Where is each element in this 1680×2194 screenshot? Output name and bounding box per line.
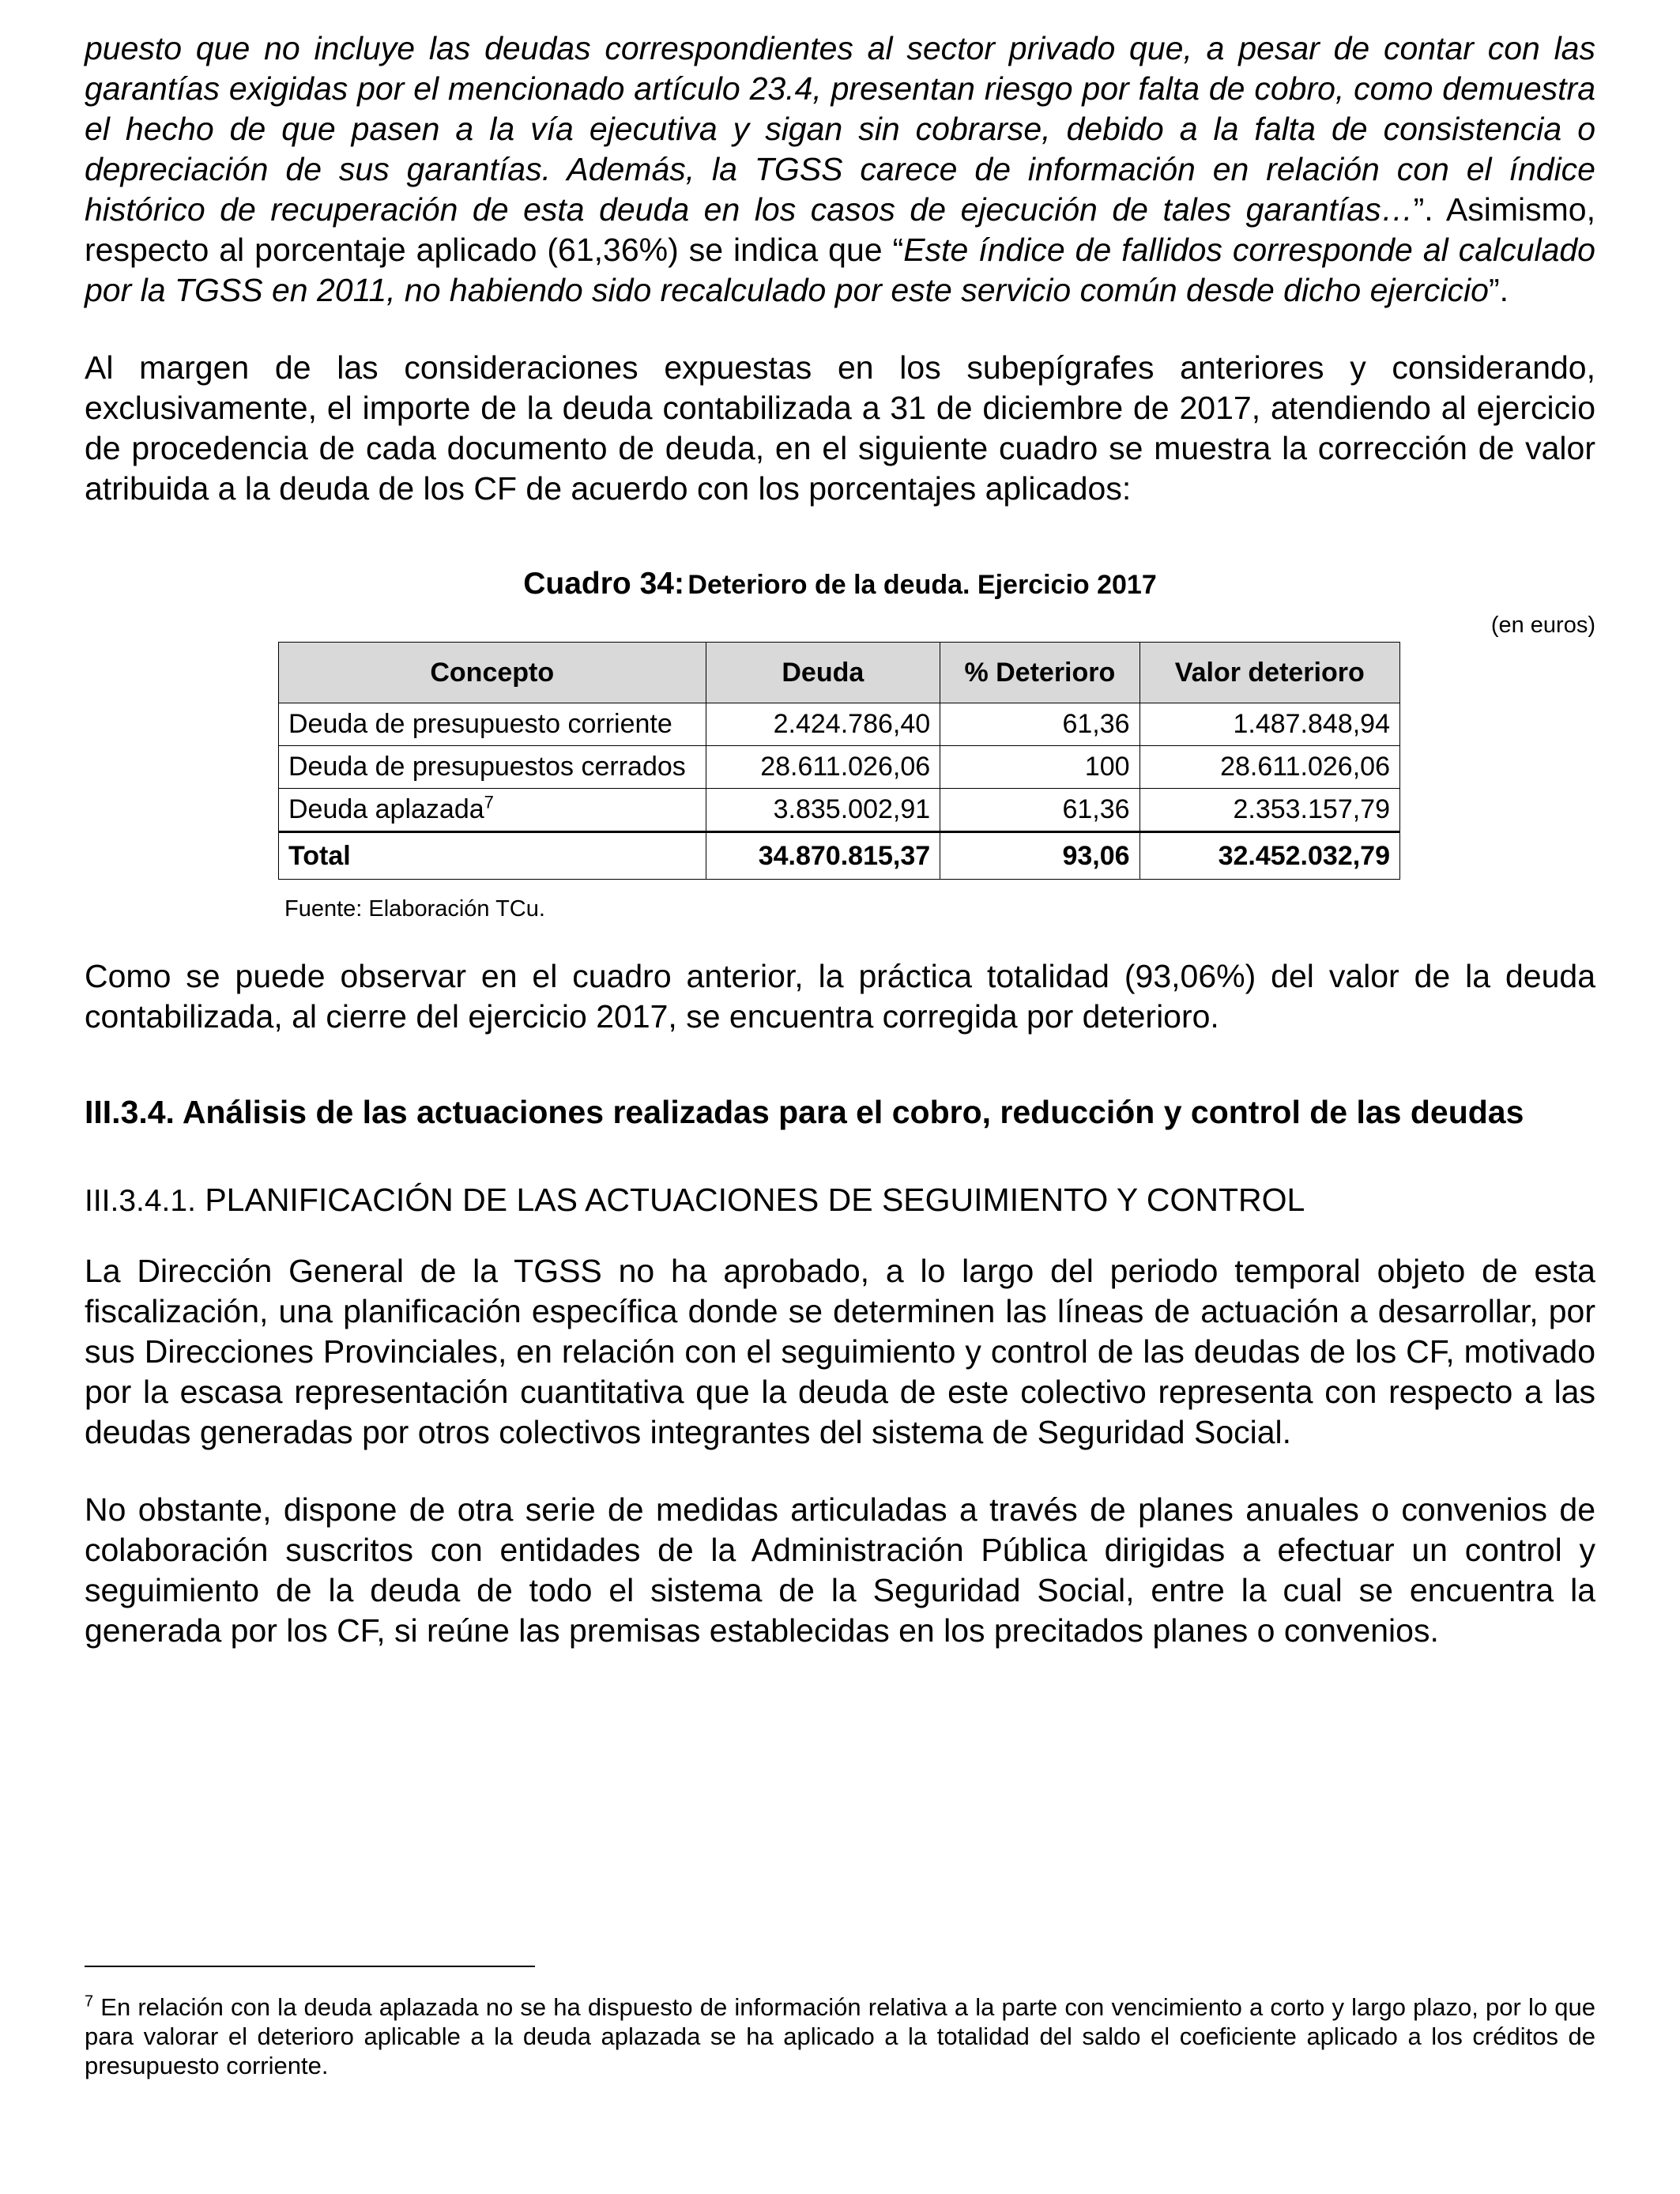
italic-quote-2: Este índice de fallidos corresponde al calculado por la TGSS en 2011, no habiendo sido recalculado por este servicio común desde dicho ejercicio xyxy=(85,232,1595,308)
paragraph-table-comment: Como se puede observar en el cuadro anterior, la práctica totalidad (93,06%) del valor de la deuda contabilizada, al cierre del ejercicio 2017, se encuentra corregida por deterioro. xyxy=(85,958,1595,1035)
table-caption-title: Deterioro de la deuda. Ejercicio 2017 xyxy=(687,570,1157,600)
footnote-mark: 7 xyxy=(85,1992,94,2011)
cell-total-valor: 32.452.032,79 xyxy=(1139,832,1399,880)
paragraph-planificacion: La Dirección General de la TGSS no ha aprobado, a lo largo del periodo temporal objeto de esta fiscalización, una planificación específica donde se determinen las líneas de actuación a desarrollar, por sus Direcciones Provinciales, en relación con el seguimiento y control de las deudas de los CF, motivado por la escasa representación cuantitativa que la deuda de este colectivo representa con respecto a las deudas generadas por otros colectivos integrantes del sistema de Seguridad Social. xyxy=(85,1253,1595,1450)
paragraph-intro-table: Al margen de las consideraciones expuestas en los subepígrafes anteriores y considerando, exclusivamente, el importe de la deuda contabilizada a 31 de diciembre de 2017, atendiendo al ejercicio de procedencia de cada documento de deuda, en el siguiente cuadro se muestra la corrección de valor atribuida a la deuda de los CF de acuerdo con los porcentajes aplicados: xyxy=(85,349,1595,507)
table-units: (en euros) xyxy=(1490,613,1595,638)
cell-deuda: 2.424.786,40 xyxy=(706,703,940,746)
cell-deuda: 3.835.002,91 xyxy=(706,789,940,832)
table-header-row xyxy=(279,643,1400,703)
header-deuda: Deuda xyxy=(706,643,940,703)
subsection-heading xyxy=(85,1180,1595,1221)
cell-deuda: 28.611.026,06 xyxy=(706,746,940,789)
cell-total-deuda: 34.870.815,37 xyxy=(706,832,940,880)
cell-pct: 100 xyxy=(940,746,1139,789)
cell-concepto xyxy=(279,789,706,832)
cell-total-label: Total xyxy=(279,832,706,880)
cell-pct: 61,36 xyxy=(940,789,1139,832)
document-page xyxy=(85,28,1595,1651)
cell-text: Deuda de presupuestos cerrados xyxy=(288,752,686,782)
paragraph-text: ”. xyxy=(1488,272,1509,308)
subsection-number: III.3.4.1. xyxy=(85,1184,196,1218)
table-total-row xyxy=(279,832,1400,880)
header-valor-deterioro: Valor deterioro xyxy=(1139,643,1399,703)
table-caption xyxy=(85,563,1595,605)
deterioro-table xyxy=(278,642,1400,880)
cell-total-pct: 93,06 xyxy=(940,832,1139,880)
table-row xyxy=(279,746,1400,789)
section-heading: III.3.4. Análisis de las actuaciones realizadas para el cobro, reducción y control de las deudas xyxy=(85,1094,1524,1130)
header-concepto: Concepto xyxy=(279,643,706,703)
footnote-ref[interactable]: 7 xyxy=(484,792,494,812)
table-caption-number: Cuadro 34: xyxy=(523,567,684,601)
cell-concepto xyxy=(279,703,706,746)
paragraph-quote-continuation xyxy=(85,28,1595,311)
italic-quote-1: puesto que no incluye las deudas correspondientes al sector privado que, a pesar de contar con las garantías exigidas por el mencionado artículo 23.4, presentan riesgo por falta de cobro, como demuestra el hecho de que pasen a la vía ejecutiva y sigan sin cobrarse, debido a la falta de consistencia o depreciación de sus garantías. Además, la TGSS carece de información en relación con el índice histórico de recuperación de esta deuda en los casos de ejecución de tales garantías… xyxy=(85,30,1595,228)
footnote-separator xyxy=(85,1966,535,1967)
footnote xyxy=(85,1992,1595,2080)
subsection-title: PLANIFICACIÓN DE LAS ACTUACIONES DE SEGUIMIENTO Y CONTROL xyxy=(205,1182,1305,1218)
paragraph-text: ”. Asimismo, respecto al porcentaje aplicado (61,36%) se indica que “ xyxy=(85,191,1595,268)
table-row xyxy=(279,703,1400,746)
cell-valor: 28.611.026,06 xyxy=(1139,746,1399,789)
table-row xyxy=(279,789,1400,832)
cell-text: Deuda de presupuesto corriente xyxy=(288,709,672,739)
cell-text: Deuda aplazada xyxy=(288,794,484,824)
footnote-text: En relación con la deuda aplazada no se ha dispuesto de información relativa a la parte con vencimiento a corto y largo plazo, por lo que para valorar el deterioro aplicable a la deuda aplazada se ha aplicado a la totalidad del saldo el coeficiente aplicado a los créditos de presupuesto corriente. xyxy=(85,1993,1595,2079)
header-pct-deterioro: % Deterioro xyxy=(940,643,1139,703)
cell-valor: 1.487.848,94 xyxy=(1139,703,1399,746)
table-source: Fuente: Elaboración TCu. xyxy=(284,896,545,922)
cell-pct: 61,36 xyxy=(940,703,1139,746)
cell-valor: 2.353.157,79 xyxy=(1139,789,1399,832)
paragraph-medidas: No obstante, dispone de otra serie de medidas articuladas a través de planes anuales o convenios de colaboración suscritos con entidades de la Administración Pública dirigidas a efectuar un control y seguimiento de la deuda de todo el sistema de la Seguridad Social, entre la cual se encuentra la generada por los CF, si reúne las premisas establecidas en los precitados planes o convenios. xyxy=(85,1491,1595,1649)
cell-concepto xyxy=(279,746,706,789)
